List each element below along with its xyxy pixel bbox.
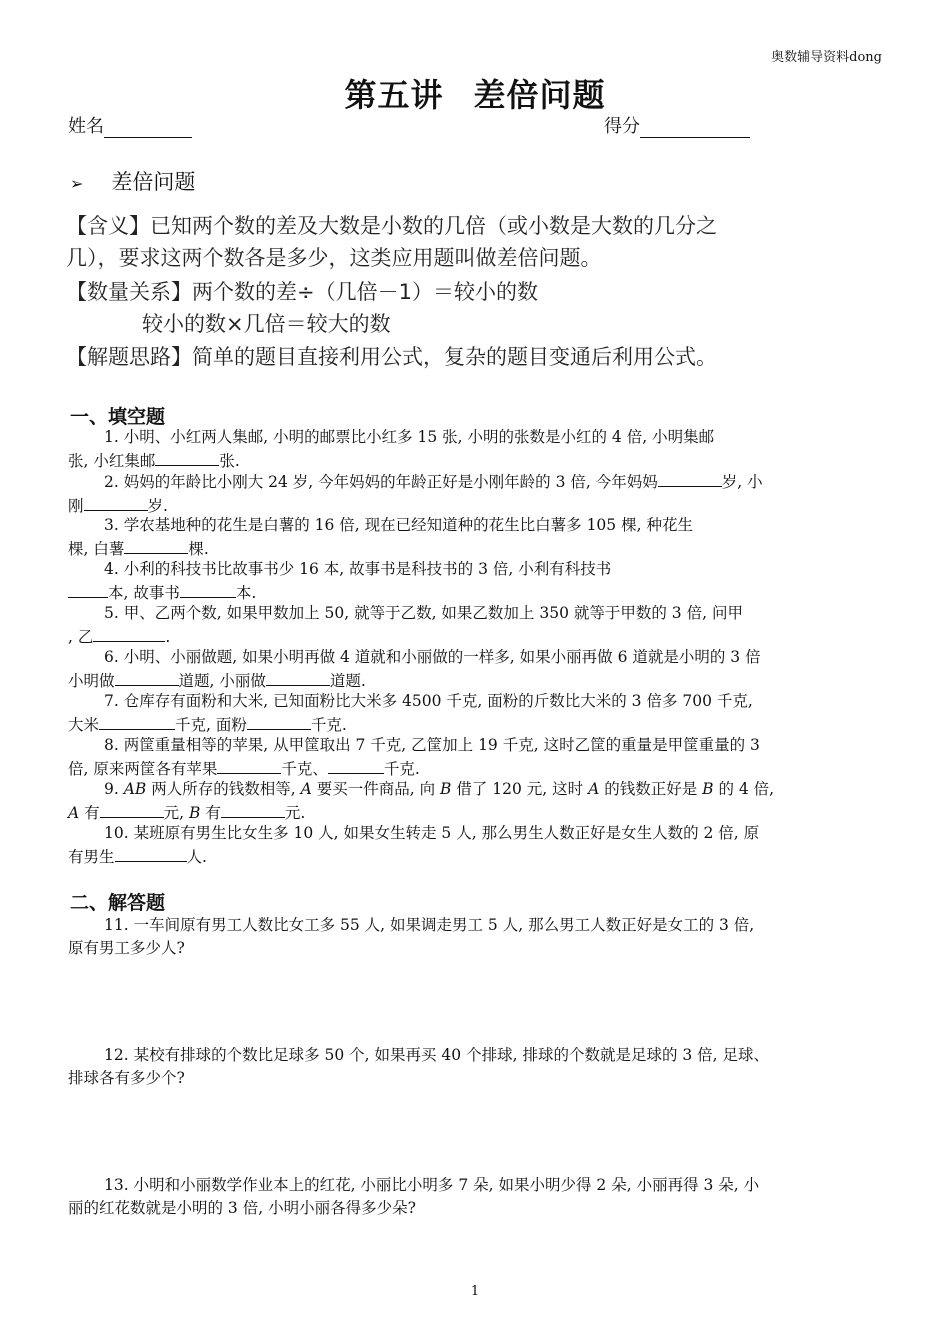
question-11: 11. 一车间原有男工人数比女工多 55 人, 如果调走男工 5 人, 那么男工人数正好是女工的 3 倍, 原有男工多少人? — [68, 916, 755, 957]
question-5: 5. 甲、乙两个数, 如果甲数加上 50, 就等于乙数, 如果乙数加上 350 就等于甲数的 3 倍, 问甲 , 乙 . — [68, 604, 743, 646]
title-lecture: 第五讲 — [344, 76, 444, 114]
question-9: 9. AB 两人所存的钱数相等, A 要买一件商品, 向 B 借了 120 元, 这时 A 的钱数正好是 B 的 4 倍, A 有 元, B 有 元. — [68, 780, 775, 822]
section-heading-text: 差倍问题 — [111, 170, 196, 194]
answer-blank[interactable] — [658, 470, 722, 487]
question-13: 13. 小明和小丽数学作业本上的红花, 小丽比小明多 7 朵, 如果小明少得 2 朵, 小丽再得 3 朵, 小 丽的红花数就是小明的 3 倍, 小明小丽各得多少朵? — [68, 1176, 760, 1217]
question-3: 3. 学农基地种的花生是白薯的 16 倍, 现在已经知道种的花生比白薯多 105 棵, 种花生 棵, 白薯 棵. — [68, 516, 693, 558]
intro-approach: 【解题思路】简单的题目直接利用公式，复杂的题目变通后利用公式。 — [66, 345, 717, 369]
question-7: 7. 仓库存有面粉和大米, 已知面粉比大米多 4500 千克, 面粉的斤数比大米的 3 倍多 700 千克, 大米 千克, 面粉 千克. — [68, 692, 753, 734]
arrow-bullet-icon: ➢ — [70, 174, 84, 193]
answer-blank[interactable] — [115, 669, 179, 686]
answer-blank[interactable] — [221, 801, 285, 818]
question-1: 1. 小明、小红两人集邮, 小明的邮票比小红多 15 张, 小明的张数是小红的 4 倍, 小明集邮 张, 小红集邮 张. — [68, 428, 715, 470]
answer-blank[interactable] — [266, 669, 330, 686]
header-note: 奥数辅导资料dong — [771, 50, 882, 65]
part1-title: 一、填空题 — [70, 406, 166, 428]
answer-blank[interactable] — [124, 537, 188, 554]
answer-blank[interactable] — [115, 845, 187, 862]
answer-blank[interactable] — [328, 757, 384, 774]
section-heading — [70, 166, 195, 196]
question-12: 12. 某校有排球的个数比足球多 50 个, 如果再买 40 个排球, 排球的个数就是足球的 3 倍, 足球、 排球各有多少个? — [68, 1046, 770, 1087]
question-8: 8. 两筐重量相等的苹果, 从甲筐取出 7 千克, 乙筐加上 19 千克, 这时乙筐的重量是甲筐重量的 3 倍, 原来两筐各有苹果 千克、 千克. — [68, 736, 760, 778]
answer-blank[interactable] — [68, 581, 108, 598]
name-field[interactable] — [68, 112, 192, 138]
name-blank[interactable] — [104, 119, 192, 138]
score-label: 得分 — [604, 116, 640, 137]
intro-relation-line1: 【数量关系】两个数的差÷（几倍－1）＝较小的数 — [66, 280, 538, 304]
part2-title: 二、解答题 — [70, 892, 166, 914]
intro-meaning-line1: 【含义】已知两个数的差及大数是小数的几倍（或小数是大数的几分之 — [66, 214, 717, 238]
intro-meaning-line2: 几），要求这两个数各是多少，这类应用题叫做差倍问题。 — [66, 246, 602, 270]
answer-blank[interactable] — [155, 449, 219, 466]
page-number: 1 — [470, 1284, 480, 1299]
question-10: 10. 某班原有男生比女生多 10 人, 如果女生转走 5 人, 那么男生人数正好是女生人数的 2 倍, 原 有男生 人. — [68, 824, 760, 866]
answer-blank[interactable] — [99, 713, 175, 730]
score-blank[interactable] — [640, 119, 750, 138]
question-6: 6. 小明、小丽做题, 如果小明再做 4 道就和小丽做的一样多, 如果小丽再做 6 道就是小明的 3 倍 小明做 道题, 小丽做 道题. — [68, 648, 761, 690]
score-field[interactable] — [604, 112, 750, 138]
answer-blank[interactable] — [93, 625, 165, 642]
answer-blank[interactable] — [84, 494, 148, 511]
page-title — [0, 70, 950, 116]
intro-relation-line2: 较小的数×几倍＝较大的数 — [142, 312, 391, 336]
answer-blank[interactable] — [247, 713, 311, 730]
answer-blank[interactable] — [217, 757, 281, 774]
title-topic: 差倍问题 — [473, 76, 606, 114]
question-4: 4. 小利的科技书比故事书少 16 本, 故事书是科技书的 3 倍, 小利有科技书 本, 故事书 本. — [68, 558, 886, 605]
answer-blank[interactable] — [180, 581, 236, 598]
name-label: 姓名 — [68, 116, 104, 137]
answer-blank[interactable] — [100, 801, 164, 818]
question-2: 2. 妈妈的年龄比小刚大 24 岁, 今年妈妈的年龄正好是小刚年龄的 3 倍, 今年妈妈 岁, 小 刚 岁. — [68, 470, 886, 518]
